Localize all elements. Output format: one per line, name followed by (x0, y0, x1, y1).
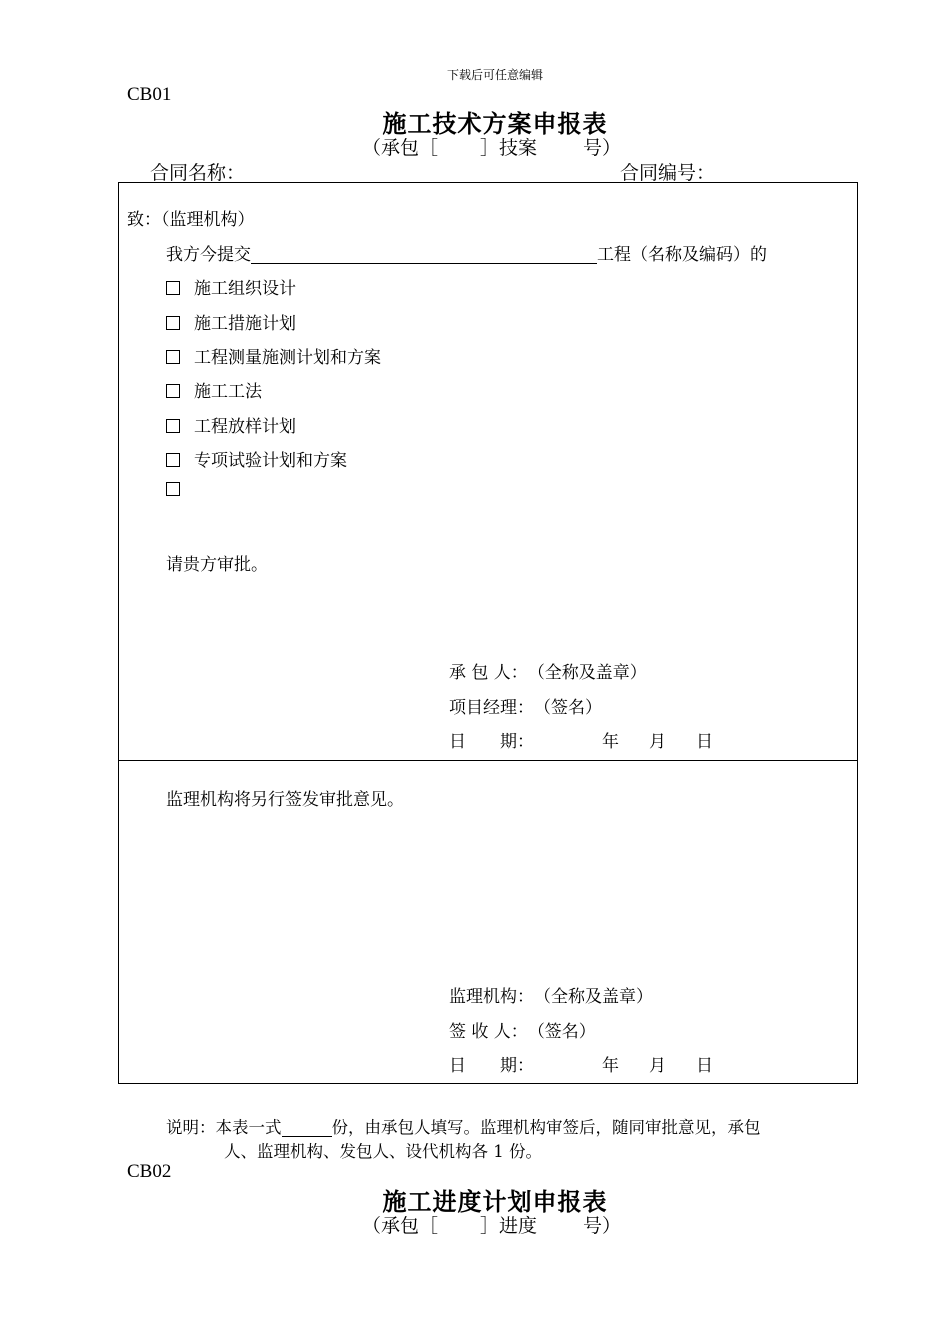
option-item[interactable]: 施工组织设计 (166, 274, 296, 299)
checkbox-icon[interactable] (166, 281, 180, 295)
subtitle-suffix: 号） (583, 137, 622, 159)
note-line-1: 说明：本表一式 份，由承包人填写。监理机构审签后，随同审批意见，承包 (166, 1118, 761, 1137)
contract-no-label: 合同编号： (620, 162, 716, 184)
form2-subtitle (362, 1211, 621, 1238)
submit-prefix: 我方今提交 (166, 245, 251, 265)
checkbox-icon[interactable] (166, 384, 180, 398)
supervision-row: 监理机构：（全称及盖章） (449, 987, 653, 1007)
checkbox-icon[interactable] (166, 316, 180, 330)
option-item[interactable]: 施工工法 (166, 377, 262, 402)
option-item[interactable] (166, 480, 194, 500)
subtitle-mid: ］进度 (480, 1215, 538, 1237)
contractor-row: 承 包 人：（全称及盖章） (449, 663, 647, 683)
option-item[interactable]: 专项试验计划和方案 (166, 446, 347, 471)
request-text: 请贵方审批。 (166, 555, 268, 575)
supervision-text: 监理机构将另行签发审批意见。 (166, 790, 404, 810)
project-name-blank[interactable] (251, 245, 597, 264)
receiver-row: 签 收 人：（签名） (449, 1022, 596, 1042)
form2-code: CB02 (127, 1161, 172, 1182)
date-row-2: 日 期： 年 月 日 (449, 1056, 713, 1076)
checkbox-icon[interactable] (166, 350, 180, 364)
header-note: 下载后可任意编辑 (446, 68, 543, 82)
form-subtitle (362, 133, 621, 160)
subtitle-prefix: （承包［ (362, 137, 439, 159)
checkbox-icon[interactable] (166, 453, 180, 467)
submit-suffix: 工程（名称及编码）的 (597, 245, 767, 265)
subtitle-prefix: （承包［ (362, 1215, 439, 1237)
note-line-2: 人、监理机构、发包人、设代机构各 1 份。 (224, 1142, 542, 1161)
subtitle-suffix: 号） (583, 1215, 622, 1237)
section-divider (118, 760, 858, 761)
form-code: CB01 (127, 84, 172, 105)
contract-name-label: 合同名称： (150, 162, 246, 184)
checkbox-icon[interactable] (166, 419, 180, 433)
option-item[interactable]: 工程放样计划 (166, 412, 296, 437)
option-item[interactable]: 施工措施计划 (166, 309, 296, 334)
date-row: 日 期： 年 月 日 (449, 732, 713, 752)
pm-row: 项目经理：（签名） (449, 698, 602, 718)
subtitle-mid: ］技案 (480, 137, 538, 159)
option-item[interactable]: 工程测量施测计划和方案 (166, 343, 381, 368)
form2-title: 施工进度计划申报表 (382, 1187, 608, 1216)
checkbox-icon[interactable] (166, 482, 180, 496)
form-title: 施工技术方案申报表 (382, 109, 608, 138)
addressee: 致：（监理机构） (127, 210, 255, 230)
copies-blank[interactable] (282, 1120, 332, 1137)
submit-line (166, 240, 767, 265)
